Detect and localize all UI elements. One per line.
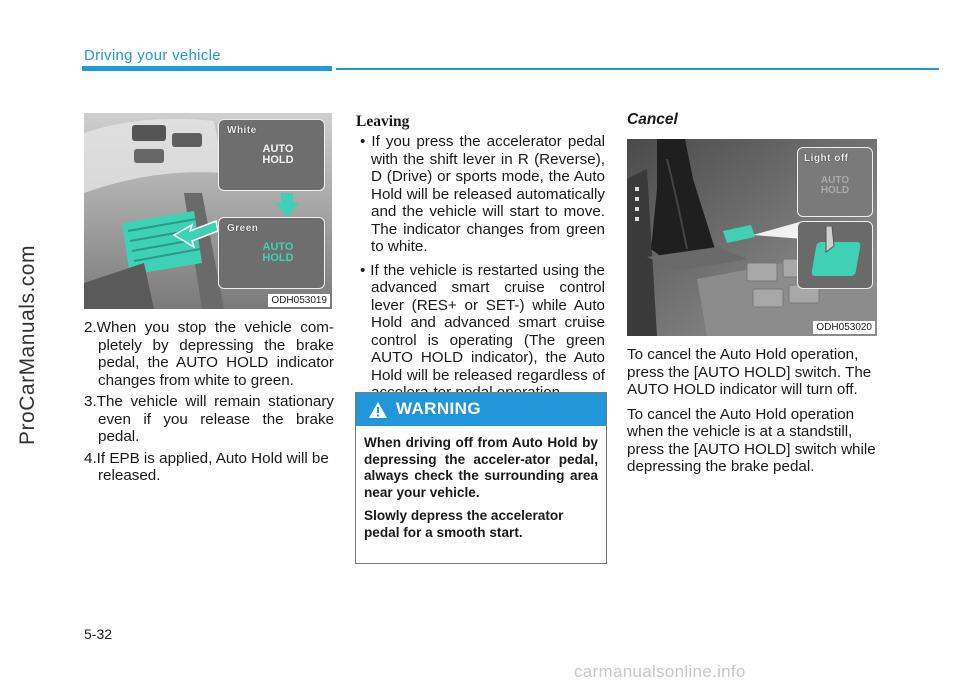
- arrow-down-icon: [275, 193, 299, 217]
- figure-auto-hold-switch: [627, 139, 877, 336]
- cancel-paragraph: To cancel the Auto Hold operation, press the [AUTO HOLD] switch. The AUTO HOLD indicator will turn off.: [627, 346, 872, 398]
- finger-icon: [820, 226, 840, 254]
- indicator-green-panel: [218, 217, 325, 289]
- list-item: 2.When you stop the vehicle com-pletely by depressing the brake pedal, the AUTO HOLD indicator changes from white to green.: [84, 319, 334, 389]
- label-green: Green: [227, 223, 259, 234]
- auto-hold-switch-zoom: [797, 221, 873, 289]
- figure-code-left: ODH053019: [268, 294, 330, 307]
- warning-paragraph: When driving off from Auto Hold by depressing the acceler-ator pedal, always check the surrounding area near your vehicle.: [364, 435, 598, 500]
- col2-bullets: [356, 133, 605, 408]
- header-rule-thin: [336, 68, 939, 70]
- warning-paragraph: Slowly depress the accelerator pedal for a smooth start.: [364, 508, 564, 540]
- list-item: 3.The vehicle will remain stationary even if you release the brake pedal.: [84, 393, 334, 445]
- page-number: 5-32: [84, 626, 113, 642]
- section-title: Driving your vehicle: [84, 47, 221, 64]
- cancel-paragraph: To cancel the Auto Hold operation when the vehicle is at a standstill, press the [AUTO HOLD] switch while depressing the brake pedal.: [627, 405, 876, 475]
- indicator-off-panel: [797, 147, 873, 217]
- warning-title: WARNING: [396, 399, 481, 418]
- indicator-white-panel: [218, 119, 325, 191]
- col3-text: [627, 346, 877, 476]
- col1-list: [84, 319, 334, 489]
- warning-text: [364, 435, 598, 548]
- warning-header: [356, 393, 606, 426]
- bullet-item: • If the vehicle is restarted using the advanced smart cruise control lever (RES+ or SET-) while Auto Hold and advanced smart cruise control is operating (The green AUTO HOLD indicator), the Auto Hold will be released regardless of: [360, 261, 605, 384]
- figure-brake-pedal: [84, 113, 332, 309]
- side-watermark: ProCarManuals.com: [16, 244, 39, 445]
- heading-cancel: Cancel: [627, 111, 678, 128]
- footer-watermark: carmanualsonline.info: [574, 662, 746, 681]
- header-rule-thick: [82, 66, 332, 71]
- auto-hold-off-icon: AUTO HOLD: [820, 175, 850, 196]
- warning-triangle-icon: [368, 401, 388, 419]
- auto-hold-green-icon: AUTO HOLD: [262, 241, 294, 264]
- warning-box: [355, 392, 607, 564]
- label-light-off: Light off: [804, 153, 849, 164]
- heading-leaving: Leaving: [356, 113, 410, 130]
- label-white: White: [227, 125, 257, 136]
- bullet-item: • If you press the accelerator pedal with the shift lever in R (Reverse), D (Drive) or sports mode, the Auto Hold will be released automatically and the vehicle will start to move. The indicator changes from green to white.: [360, 133, 605, 255]
- list-item: 4.If EPB is applied, Auto Hold will be released.: [84, 449, 329, 484]
- auto-hold-white-icon: AUTO HOLD: [262, 143, 294, 166]
- figure-code-right: ODH053020: [813, 321, 875, 334]
